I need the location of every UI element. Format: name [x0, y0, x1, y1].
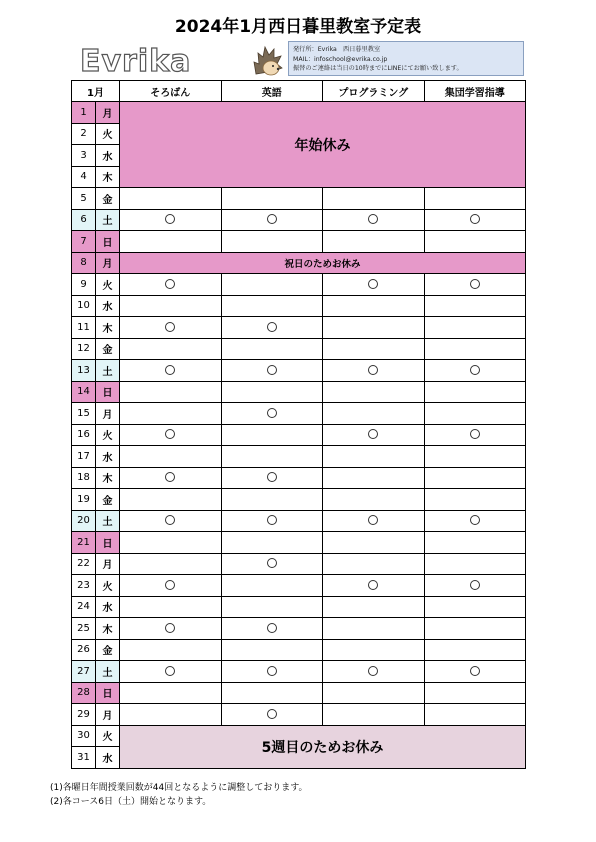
weekday: 水: [96, 596, 120, 618]
class-mark-icon: [267, 709, 277, 719]
header-programming: プログラミング: [323, 81, 425, 102]
cell-group-study: [424, 424, 526, 446]
table-row: [72, 252, 526, 274]
class-mark-icon: [165, 623, 175, 633]
cell-english: [221, 575, 323, 597]
cell-group-study: [424, 381, 526, 403]
cell-english: [221, 661, 323, 683]
cell-programming: [323, 317, 425, 339]
cell-group-study: [424, 661, 526, 683]
weekday: 土: [96, 661, 120, 683]
class-mark-icon: [267, 365, 277, 375]
table-row: [72, 661, 526, 683]
cell-programming: [323, 661, 425, 683]
day-number: 19: [72, 489, 96, 511]
table-row: [72, 274, 526, 296]
class-mark-icon: [267, 666, 277, 676]
table-row: [72, 209, 526, 231]
day-number: 29: [72, 704, 96, 726]
class-mark-icon: [470, 365, 480, 375]
holiday-label: 祝日のためお休み: [284, 258, 361, 270]
cell-english: [221, 188, 323, 210]
cell-programming: [323, 639, 425, 661]
holiday-label: 5週目のためお休み: [261, 739, 384, 756]
weekday: 水: [96, 747, 120, 769]
cell-group-study: [424, 596, 526, 618]
evrika-logo: [80, 44, 280, 80]
class-mark-icon: [267, 623, 277, 633]
cell-english: [221, 553, 323, 575]
cell-programming: [323, 704, 425, 726]
day-number: 17: [72, 446, 96, 468]
class-mark-icon: [267, 558, 277, 568]
cell-english: [221, 510, 323, 532]
class-mark-icon: [368, 279, 378, 289]
holiday-cell: [120, 725, 526, 768]
class-mark-icon: [470, 515, 480, 525]
class-mark-icon: [165, 666, 175, 676]
cell-group-study: [424, 510, 526, 532]
cell-soroban: [120, 704, 222, 726]
cell-group-study: [424, 446, 526, 468]
header-month: 1月: [72, 81, 120, 102]
weekday: 木: [96, 618, 120, 640]
cell-programming: [323, 489, 425, 511]
day-number: 3: [72, 145, 96, 167]
footnote-1: (1)各曜日年間授業回数が44回となるように調整しております。: [50, 783, 308, 793]
table-row: [72, 639, 526, 661]
cell-english: [221, 446, 323, 468]
cell-english: [221, 317, 323, 339]
cell-english: [221, 639, 323, 661]
holiday-label: 年始休み: [294, 137, 351, 154]
weekday: 火: [96, 725, 120, 747]
cell-programming: [323, 618, 425, 640]
class-mark-icon: [368, 214, 378, 224]
weekday: 土: [96, 360, 120, 382]
mail-text: MAIL：infoschool@evrika.co.jp: [293, 55, 388, 63]
weekday: 火: [96, 123, 120, 145]
weekday: 木: [96, 317, 120, 339]
table-row: [72, 381, 526, 403]
cell-group-study: [424, 639, 526, 661]
weekday: 金: [96, 489, 120, 511]
cell-soroban: [120, 553, 222, 575]
day-number: 20: [72, 510, 96, 532]
header-english: 英語: [221, 81, 323, 102]
day-number: 8: [72, 252, 96, 274]
day-number: 1: [72, 102, 96, 124]
cell-soroban: [120, 338, 222, 360]
header-soroban: そろばん: [120, 81, 222, 102]
weekday: 金: [96, 639, 120, 661]
cell-group-study: [424, 403, 526, 425]
hedgehog-icon: [252, 44, 284, 78]
table-row: [72, 424, 526, 446]
day-number: 16: [72, 424, 96, 446]
day-number: 31: [72, 747, 96, 769]
class-mark-icon: [470, 429, 480, 439]
table-row: [72, 596, 526, 618]
schedule-table: [71, 80, 526, 769]
day-number: 25: [72, 618, 96, 640]
cell-english: [221, 424, 323, 446]
cell-group-study: [424, 188, 526, 210]
day-number: 13: [72, 360, 96, 382]
cell-soroban: [120, 231, 222, 253]
cell-programming: [323, 682, 425, 704]
class-mark-icon: [470, 580, 480, 590]
weekday: 水: [96, 145, 120, 167]
cell-programming: [323, 338, 425, 360]
table-row: [72, 532, 526, 554]
day-number: 22: [72, 553, 96, 575]
day-number: 11: [72, 317, 96, 339]
cell-group-study: [424, 467, 526, 489]
day-number: 15: [72, 403, 96, 425]
class-mark-icon: [165, 214, 175, 224]
cell-english: [221, 489, 323, 511]
cell-group-study: [424, 274, 526, 296]
table-row: [72, 704, 526, 726]
cell-programming: [323, 360, 425, 382]
cell-programming: [323, 403, 425, 425]
cell-english: [221, 403, 323, 425]
day-number: 9: [72, 274, 96, 296]
table-row: [72, 446, 526, 468]
header-group-study: 集団学習指導: [424, 81, 526, 102]
cell-soroban: [120, 295, 222, 317]
cell-group-study: [424, 704, 526, 726]
holiday-cell: [120, 252, 526, 274]
weekday: 水: [96, 446, 120, 468]
weekday: 月: [96, 704, 120, 726]
cell-programming: [323, 467, 425, 489]
class-mark-icon: [165, 322, 175, 332]
cell-group-study: [424, 575, 526, 597]
table-row: [72, 188, 526, 210]
cell-group-study: [424, 209, 526, 231]
table-row: [72, 317, 526, 339]
cell-english: [221, 704, 323, 726]
day-number: 30: [72, 725, 96, 747]
weekday: 日: [96, 532, 120, 554]
cell-soroban: [120, 381, 222, 403]
cell-english: [221, 532, 323, 554]
weekday: 日: [96, 682, 120, 704]
class-mark-icon: [470, 214, 480, 224]
cell-programming: [323, 295, 425, 317]
table-row: [72, 725, 526, 747]
day-number: 21: [72, 532, 96, 554]
weekday: 月: [96, 403, 120, 425]
footnote-2: (2)各コース6日（土）開始となります。: [50, 797, 212, 807]
cell-programming: [323, 381, 425, 403]
schedule-body: [72, 102, 526, 769]
logo-text: Evrika: [80, 44, 192, 79]
cell-programming: [323, 532, 425, 554]
day-number: 12: [72, 338, 96, 360]
cell-group-study: [424, 295, 526, 317]
cell-programming: [323, 274, 425, 296]
page-title: 2024年1月西日暮里教室予定表: [174, 17, 422, 37]
weekday: 火: [96, 424, 120, 446]
table-header-row: [72, 81, 526, 102]
footnotes: [50, 781, 307, 809]
day-number: 23: [72, 575, 96, 597]
cell-soroban: [120, 209, 222, 231]
cell-soroban: [120, 360, 222, 382]
cell-soroban: [120, 274, 222, 296]
class-mark-icon: [267, 472, 277, 482]
cell-soroban: [120, 403, 222, 425]
cell-soroban: [120, 639, 222, 661]
cell-english: [221, 209, 323, 231]
publisher-text: 発行所：Evrika 西日暮里教室: [293, 46, 381, 53]
cell-english: [221, 360, 323, 382]
cell-english: [221, 596, 323, 618]
table-row: [72, 360, 526, 382]
weekday: 土: [96, 510, 120, 532]
day-number: 27: [72, 661, 96, 683]
table-row: [72, 102, 526, 124]
class-mark-icon: [165, 429, 175, 439]
class-mark-icon: [267, 322, 277, 332]
cell-group-study: [424, 489, 526, 511]
cell-soroban: [120, 424, 222, 446]
cell-soroban: [120, 446, 222, 468]
weekday: 木: [96, 166, 120, 188]
weekday: 土: [96, 209, 120, 231]
table-row: [72, 510, 526, 532]
class-mark-icon: [368, 365, 378, 375]
cell-programming: [323, 446, 425, 468]
cell-soroban: [120, 317, 222, 339]
cell-programming: [323, 209, 425, 231]
day-number: 6: [72, 209, 96, 231]
cell-english: [221, 682, 323, 704]
weekday: 金: [96, 338, 120, 360]
cell-english: [221, 231, 323, 253]
day-number: 7: [72, 231, 96, 253]
class-mark-icon: [368, 515, 378, 525]
cell-group-study: [424, 231, 526, 253]
class-mark-icon: [165, 365, 175, 375]
class-mark-icon: [165, 580, 175, 590]
cell-programming: [323, 188, 425, 210]
day-number: 10: [72, 295, 96, 317]
day-number: 26: [72, 639, 96, 661]
class-mark-icon: [165, 472, 175, 482]
cell-programming: [323, 553, 425, 575]
cell-programming: [323, 596, 425, 618]
cell-group-study: [424, 317, 526, 339]
weekday: 金: [96, 188, 120, 210]
class-mark-icon: [267, 408, 277, 418]
cell-soroban: [120, 532, 222, 554]
cell-soroban: [120, 682, 222, 704]
cell-english: [221, 338, 323, 360]
cell-programming: [323, 510, 425, 532]
weekday: 月: [96, 102, 120, 124]
class-mark-icon: [267, 515, 277, 525]
cell-group-study: [424, 553, 526, 575]
cell-programming: [323, 231, 425, 253]
cell-english: [221, 467, 323, 489]
cell-soroban: [120, 467, 222, 489]
info-box: [288, 41, 524, 76]
weekday: 水: [96, 295, 120, 317]
cell-soroban: [120, 661, 222, 683]
class-mark-icon: [165, 515, 175, 525]
class-mark-icon: [267, 214, 277, 224]
day-number: 18: [72, 467, 96, 489]
cell-group-study: [424, 682, 526, 704]
table-row: [72, 575, 526, 597]
cell-programming: [323, 575, 425, 597]
class-mark-icon: [368, 666, 378, 676]
class-mark-icon: [470, 279, 480, 289]
weekday: 木: [96, 467, 120, 489]
cell-programming: [323, 424, 425, 446]
cell-group-study: [424, 338, 526, 360]
class-mark-icon: [368, 580, 378, 590]
table-row: [72, 553, 526, 575]
cell-soroban: [120, 618, 222, 640]
cell-english: [221, 618, 323, 640]
day-number: 28: [72, 682, 96, 704]
weekday: 月: [96, 553, 120, 575]
weekday: 月: [96, 252, 120, 274]
table-row: [72, 467, 526, 489]
class-mark-icon: [368, 429, 378, 439]
day-number: 2: [72, 123, 96, 145]
class-mark-icon: [165, 279, 175, 289]
cell-english: [221, 381, 323, 403]
day-number: 24: [72, 596, 96, 618]
table-row: [72, 403, 526, 425]
table-row: [72, 618, 526, 640]
table-row: [72, 295, 526, 317]
holiday-cell: [120, 102, 526, 188]
cell-group-study: [424, 360, 526, 382]
cell-soroban: [120, 575, 222, 597]
cell-soroban: [120, 596, 222, 618]
weekday: 日: [96, 231, 120, 253]
table-row: [72, 231, 526, 253]
class-mark-icon: [470, 666, 480, 676]
cell-group-study: [424, 532, 526, 554]
cell-english: [221, 274, 323, 296]
day-number: 4: [72, 166, 96, 188]
table-row: [72, 338, 526, 360]
weekday: 火: [96, 274, 120, 296]
table-row: [72, 682, 526, 704]
weekday: 火: [96, 575, 120, 597]
cell-soroban: [120, 188, 222, 210]
cell-soroban: [120, 489, 222, 511]
day-number: 14: [72, 381, 96, 403]
reschedule-note: 振替のご連絡は当日の10時までにLINEにてお願い致します。: [293, 65, 463, 72]
day-number: 5: [72, 188, 96, 210]
cell-english: [221, 295, 323, 317]
weekday: 日: [96, 381, 120, 403]
table-row: [72, 489, 526, 511]
cell-soroban: [120, 510, 222, 532]
cell-group-study: [424, 618, 526, 640]
